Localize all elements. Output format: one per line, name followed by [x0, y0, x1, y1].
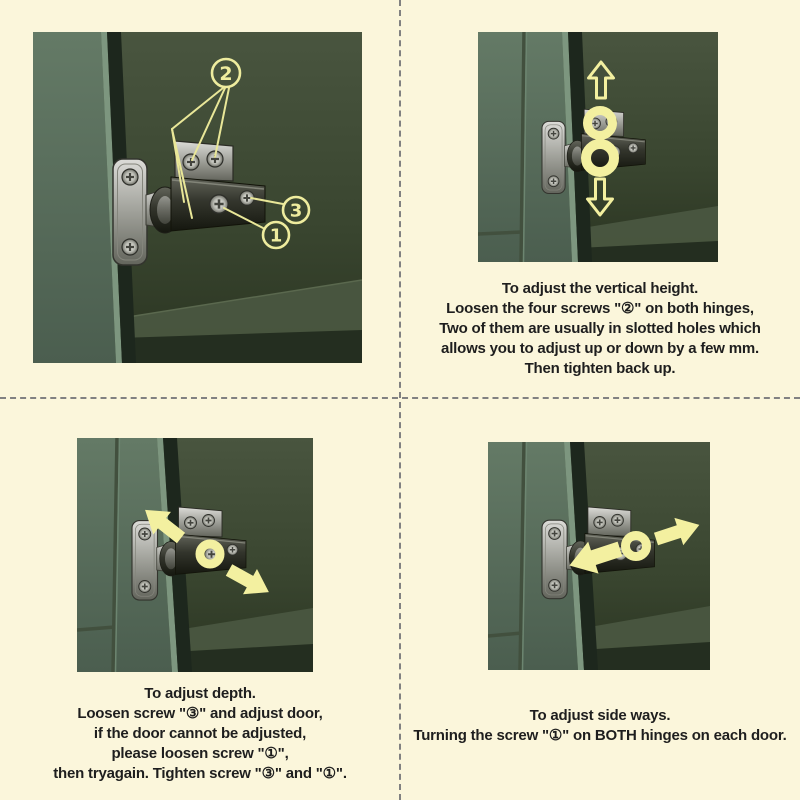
svg-text:2: 2 [219, 63, 233, 85]
caption-line: Two of them are usually in slotted holes which [439, 320, 761, 337]
panel-depth-adjustment [0, 400, 400, 800]
caption-line: Then tighten back up. [524, 360, 676, 377]
caption-line: To adjust the vertical height. [501, 280, 699, 297]
panel-vertical-adjustment [400, 0, 800, 400]
hinge-scene [488, 442, 710, 670]
svg-text:1: 1 [269, 225, 283, 247]
caption-line: if the door cannot be adjusted, [93, 725, 307, 742]
hinge-scene [33, 32, 362, 363]
caption-line: then tryagain. Tighten screw "③" and "①". [53, 765, 347, 782]
caption-line: please loosen screw "①", [111, 745, 289, 762]
panel-side-adjustment [400, 400, 800, 800]
hinge-photo-side-adjustment [488, 442, 710, 670]
caption-line: Loosen the four screws "②" on both hinges, [446, 300, 754, 317]
svg-text:3: 3 [289, 200, 303, 222]
caption-side-adjustment [400, 706, 800, 746]
hinge-photo-depth-adjustment [77, 438, 313, 672]
hinge-scene [478, 32, 718, 262]
caption-line: Loosen screw "③" and adjust door, [77, 705, 323, 722]
hinge-photo-screw-identification [33, 32, 362, 363]
caption-line: allows you to adjust up or down by a few mm. [441, 340, 759, 357]
caption-line: Turning the screw "①" on BOTH hinges on each door. [413, 727, 787, 744]
caption-depth-adjustment [0, 684, 400, 784]
caption-line: To adjust side ways. [529, 707, 671, 724]
hinge-photo-vertical-adjustment [478, 32, 718, 262]
caption-vertical-adjustment [400, 279, 800, 379]
caption-line: To adjust depth. [144, 685, 256, 702]
panel-screw-identification [0, 0, 400, 400]
hinge-scene [77, 438, 313, 672]
